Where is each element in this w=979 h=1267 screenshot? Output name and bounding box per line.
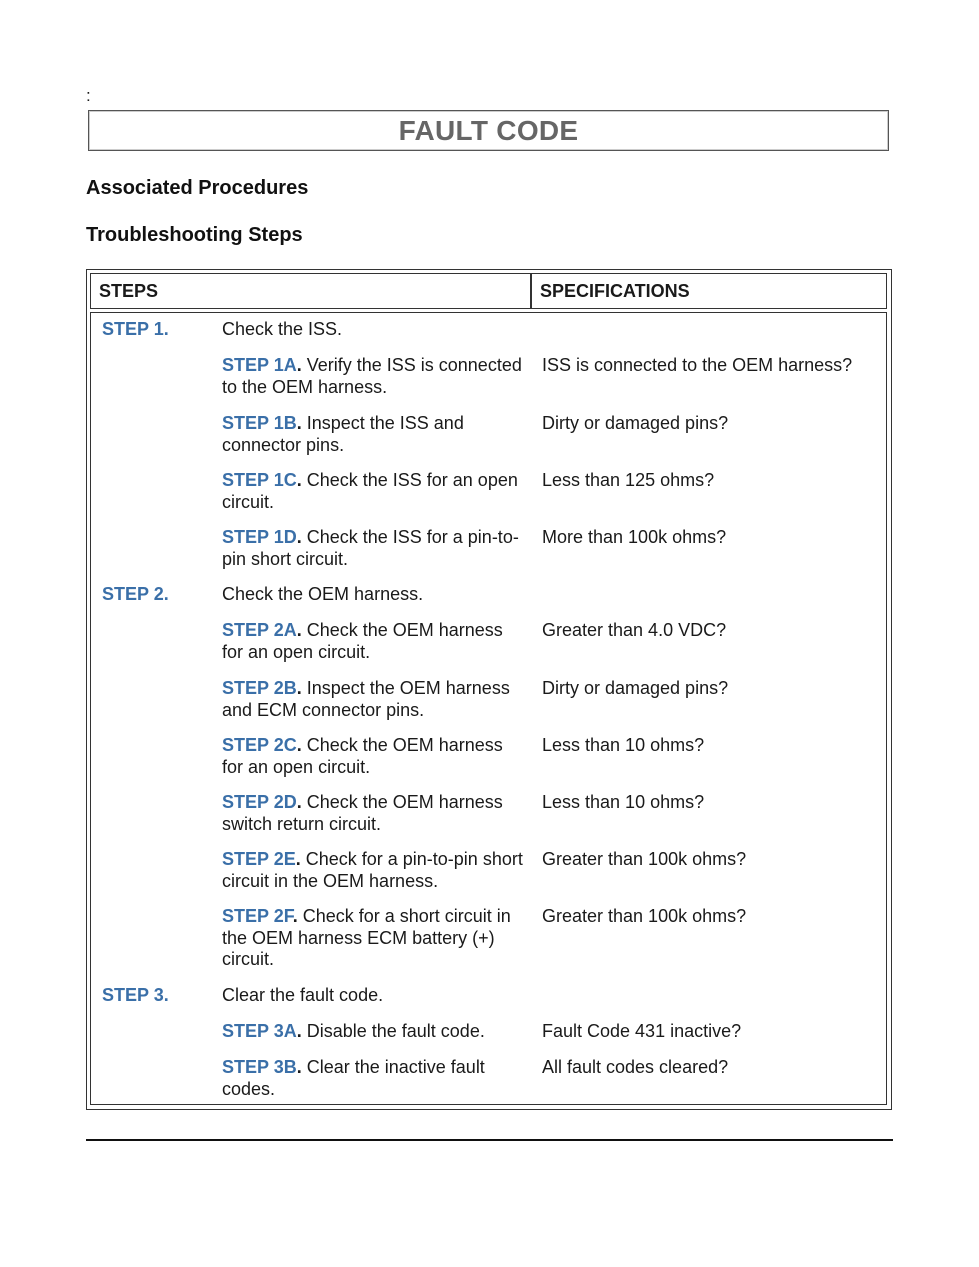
substep-row: STEP 2F. Check for a short circuit in the OEM harness ECM battery (+) circuit. <box>222 906 511 969</box>
troubleshooting-table <box>86 269 892 1110</box>
specification-cell: Dirty or damaged pins? <box>542 413 729 433</box>
specification-cell: Less than 125 ohms? <box>542 470 715 490</box>
substep-text: Check the OEM harness switch return circuit. <box>222 792 503 834</box>
substep-row: STEP 2B. Inspect the OEM harness and ECM connector pins. <box>222 678 510 720</box>
step-label[interactable]: STEP 3. <box>102 985 169 1005</box>
substep-label[interactable]: STEP 2D <box>222 792 297 812</box>
specification-cell: Greater than 100k ohms? <box>542 849 747 869</box>
specification-cell: Fault Code 431 inactive? <box>542 1021 742 1041</box>
substep-text: Disable the fault code. <box>301 1021 485 1041</box>
specifications-column-header: SPECIFICATIONS <box>531 273 887 309</box>
substep-label[interactable]: STEP 3B <box>222 1057 297 1077</box>
substep-text: Inspect the ISS and connector pins. <box>222 413 464 455</box>
specification-cell: More than 100k ohms? <box>542 527 727 547</box>
substep-row: STEP 1B. Inspect the ISS and connector pins. <box>222 413 464 455</box>
step-label[interactable]: STEP 2. <box>102 584 169 604</box>
substep-row: STEP 3A. Disable the fault code. <box>222 1021 485 1041</box>
substep-text: Check for a short circuit in the OEM harness ECM battery (+) circuit. <box>222 906 511 969</box>
substep-label[interactable]: STEP 2C <box>222 735 297 755</box>
table-body <box>90 312 887 1105</box>
specification-cell: Greater than 100k ohms? <box>542 906 747 926</box>
specification-cell: Dirty or damaged pins? <box>542 678 729 698</box>
substep-label[interactable]: STEP 1C <box>222 470 297 490</box>
substep-text: Clear the inactive fault codes. <box>222 1057 485 1099</box>
substep-row: STEP 1A. Verify the ISS is connected to the OEM harness. <box>222 355 522 397</box>
page-title: FAULT CODE <box>398 114 579 146</box>
substep-row: STEP 1C. Check the ISS for an open circuit. <box>222 470 518 512</box>
substep-label[interactable]: STEP 3A <box>222 1021 297 1041</box>
substep-text: Verify the ISS is connected to the OEM harness. <box>222 355 522 397</box>
troubleshooting-steps-heading: Troubleshooting Steps <box>86 224 303 246</box>
page-colon: : <box>86 86 91 105</box>
specification-cell: All fault codes cleared? <box>542 1057 729 1077</box>
specification-cell: ISS is connected to the OEM harness? <box>542 355 853 375</box>
substep-row: STEP 2C. Check the OEM harness for an open circuit. <box>222 735 503 777</box>
substep-label[interactable]: STEP 2A <box>222 620 297 640</box>
substep-label[interactable]: STEP 1B <box>222 413 297 433</box>
substep-text: Check the ISS for an open circuit. <box>222 470 518 512</box>
step-text: Check the OEM harness. <box>222 584 424 604</box>
associated-procedures-heading: Associated Procedures <box>86 177 309 199</box>
substep-label[interactable]: STEP 2B <box>222 678 297 698</box>
substep-label[interactable]: STEP 2E <box>222 849 296 869</box>
substep-label[interactable]: STEP 1A <box>222 355 297 375</box>
substep-row: STEP 1D. Check the ISS for a pin-to-pin short circuit. <box>222 527 519 569</box>
step-text: Clear the fault code. <box>222 985 384 1005</box>
substep-row: STEP 2E. Check for a pin-to-pin short circuit in the OEM harness. <box>222 849 523 891</box>
footer-divider <box>86 1139 893 1141</box>
substep-text: Check the OEM harness for an open circuit. <box>222 620 503 662</box>
steps-column-header: STEPS <box>90 273 531 309</box>
substep-text: Inspect the OEM harness and ECM connector pins. <box>222 678 510 720</box>
substep-row: STEP 2A. Check the OEM harness for an open circuit. <box>222 620 503 662</box>
substep-row: STEP 2D. Check the OEM harness switch return circuit. <box>222 792 503 834</box>
specification-cell: Less than 10 ohms? <box>542 735 705 755</box>
substep-text: Check the OEM harness for an open circuit. <box>222 735 503 777</box>
step-label[interactable]: STEP 1. <box>102 319 169 339</box>
substep-text: Check for a pin-to-pin short circuit in the OEM harness. <box>222 849 523 891</box>
specification-cell: Less than 10 ohms? <box>542 792 705 812</box>
substep-text: Check the ISS for a pin-to-pin short circuit. <box>222 527 519 569</box>
substep-row: STEP 3B. Clear the inactive fault codes. <box>222 1057 485 1099</box>
fault-code-title-box <box>88 110 889 151</box>
specification-cell: Greater than 4.0 VDC? <box>542 620 727 640</box>
substep-label[interactable]: STEP 2F <box>222 906 293 926</box>
substep-label[interactable]: STEP 1D <box>222 527 297 547</box>
step-text: Check the ISS. <box>222 319 343 339</box>
